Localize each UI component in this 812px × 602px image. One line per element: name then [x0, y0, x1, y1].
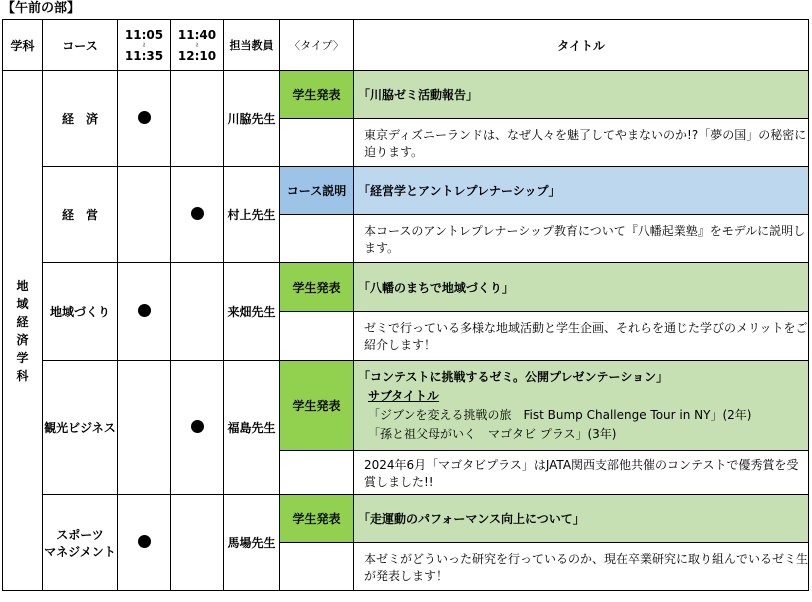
header-title: タイトル: [354, 20, 809, 71]
slot1-cell: [118, 495, 171, 591]
type-badge: 学生発表: [280, 495, 354, 543]
slot2-start: 11:40: [177, 27, 217, 42]
slot2-end: 12:10: [177, 48, 217, 63]
table-row: [3, 167, 809, 215]
scheduled-dot: [138, 304, 151, 317]
presentation-description: ゼミで行っている多様な地域活動と学生企画、それらを通じた学びのメリットをご紹介します！: [354, 312, 809, 361]
slot1-cell: [118, 361, 171, 495]
header-teacher: 担当教員: [224, 20, 280, 71]
header-slot2: [171, 20, 224, 71]
presentation-description: 本コースのアントレプレナーシップ教育について『八幡起業塾』をモデルに説明します。: [354, 215, 809, 263]
teacher-cell: 来畑先生: [224, 263, 280, 361]
presentation-description: 2024年6月「マゴタビプラス」はJATA関西支部他共催のコンテストで優秀賞を受賞しました!!: [354, 451, 809, 495]
presentation-description: 本ゼミがどういった研究を行っているのか、現在卒業研究に取り組んでいるゼミ生が発表します！: [354, 543, 809, 591]
course-cell: 経 営: [43, 167, 118, 263]
slot1-cell: [118, 167, 171, 263]
header-row: [3, 20, 809, 71]
subtitle-item: 「ジブンを変える挑戦の旅 Fist Bump Challenge Tour in NY」(2年): [368, 407, 752, 422]
type-badge: 学生発表: [280, 361, 354, 451]
presentation-title: 「コンテストに挑戦するゼミ。公開プレゼンテーション」: [358, 369, 669, 384]
presentation-title: 「八幡のまちで地域づくり」: [354, 263, 809, 312]
slot2-cell: [171, 71, 224, 167]
type-empty-cell: [280, 451, 354, 495]
presentation-title-block: [354, 361, 809, 451]
slot2-cell: [171, 361, 224, 495]
scheduled-dot: [138, 111, 151, 124]
type-badge: コース説明: [280, 167, 354, 215]
header-department: 学科: [3, 20, 43, 71]
teacher-cell: 馬場先生: [224, 495, 280, 591]
department-cell: [3, 71, 43, 591]
slot2-cell: [171, 495, 224, 591]
slot1-start: 11:05: [124, 27, 164, 42]
course-cell: 経 済: [43, 71, 118, 167]
course-line: スポーツ: [56, 527, 104, 542]
teacher-cell: 川脇先生: [224, 71, 280, 167]
table-row: [3, 361, 809, 451]
slot1-cell: [118, 71, 171, 167]
section-heading: 【午前の部】: [2, 1, 81, 16]
course-cell: [43, 495, 118, 591]
scheduled-dot: [138, 535, 151, 548]
type-empty-cell: [280, 119, 354, 167]
presentation-title: 「川脇ゼミ活動報告」: [354, 71, 809, 119]
slot2-cell: [171, 167, 224, 263]
table-row: [3, 495, 809, 543]
presentation-title: 「走運動のパフォーマンス向上について」: [354, 495, 809, 543]
slot1-cell: [118, 263, 171, 361]
slot1-end: 11:35: [124, 48, 164, 63]
slot1-sep: ≀: [142, 40, 146, 49]
teacher-cell: 福島先生: [224, 361, 280, 495]
teacher-cell: 村上先生: [224, 167, 280, 263]
presentation-title: 「経営学とアントレプレナーシップ」: [354, 167, 809, 215]
subtitle-label: サブタイトル: [368, 388, 439, 403]
slot2-sep: ≀: [195, 40, 199, 49]
course-cell: 観光ビジネス: [43, 361, 118, 495]
subtitle-item: 「孫と祖父母がいく マゴタビ プラス」(3年): [368, 426, 617, 441]
scheduled-dot: [191, 420, 204, 433]
type-badge: 学生発表: [280, 71, 354, 119]
type-empty-cell: [280, 215, 354, 263]
type-empty-cell: [280, 312, 354, 361]
scheduled-dot: [191, 207, 204, 220]
department-name: 地域経済学科: [16, 278, 29, 383]
header-course: コース: [43, 20, 118, 71]
course-line: マネジメント: [44, 544, 116, 559]
schedule-table: [2, 19, 809, 591]
presentation-description: 東京ディズニーランドは、なぜ人々を魅了してやまないのか!?「夢の国」の秘密に迫ります。: [354, 119, 809, 167]
table-row: [3, 71, 809, 119]
type-badge: 学生発表: [280, 263, 354, 312]
header-type: 〈タイプ〉: [280, 20, 354, 71]
course-cell: 地域づくり: [43, 263, 118, 361]
slot2-cell: [171, 263, 224, 361]
type-empty-cell: [280, 543, 354, 591]
header-slot1: [118, 20, 171, 71]
table-row: [3, 263, 809, 312]
